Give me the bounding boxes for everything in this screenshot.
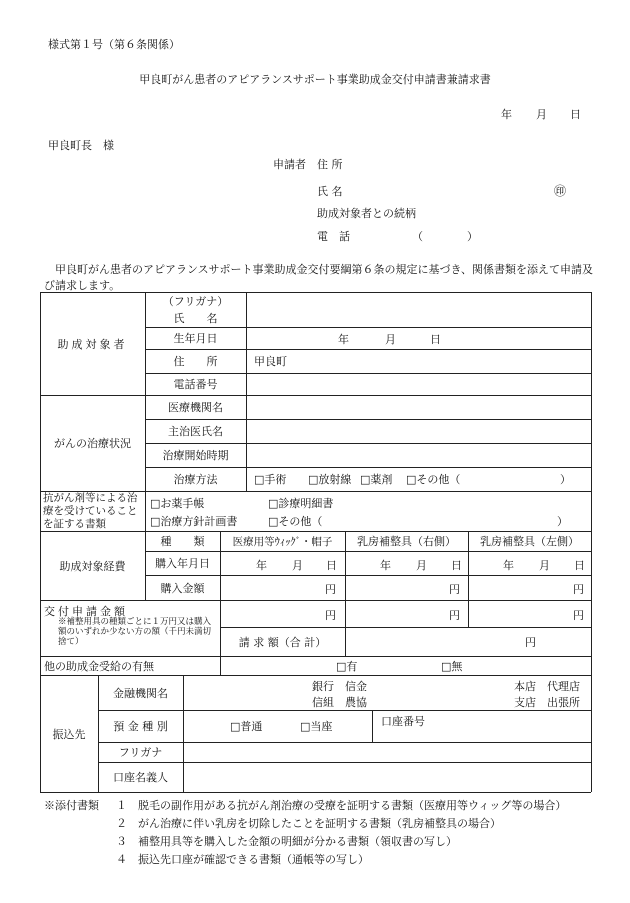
proof-statement-checkbox[interactable]: □診療明細書 [268,496,334,510]
applicant-address-label: 住 所 [317,158,343,171]
method-radiation-checkbox[interactable]: □放射線 [308,473,352,486]
right-date-month[interactable]: 月 [416,559,427,572]
account-number-label: 口座番号 [381,715,425,728]
intro-text: 甲良町がん患者のアピアランスサポート事業助成金交付要綱第６条の規定に基づき、関係書類を添えて申請及び請求します。 [44,263,594,292]
date-day[interactable]: 日 [570,108,581,121]
type-right-breast-header: 乳房補整具（右側） [357,535,456,548]
other-subsidy-no-checkbox[interactable]: □無 [441,659,463,673]
treatment-section-label: がんの治療状況 [54,437,131,450]
attachment-no-2: ２ [116,817,127,830]
birth-month[interactable]: 月 [385,333,396,346]
method-other-close: ） [560,473,571,486]
bank-name-label: 金融機関名 [113,686,168,700]
wig-date-month[interactable]: 月 [292,559,303,572]
branch-type-2[interactable]: 支店 出張所 [514,696,580,709]
treatment-start-label: 治療開始時期 [162,449,229,462]
deposit-current-checkbox[interactable]: □当座 [300,720,333,733]
wig-date-year[interactable]: 年 [256,559,267,572]
left-date-day[interactable]: 日 [574,559,585,572]
transfer-section-label: 振込先 [52,727,86,741]
wig-application-yen[interactable]: 円 [325,609,336,622]
date-year[interactable]: 年 [501,108,512,121]
purchase-amount-label: 購入金額 [160,581,205,595]
account-holder-field[interactable] [183,762,591,792]
proof-medicine-notebook-checkbox[interactable]: □お薬手帳 [150,496,205,510]
attachment-no-4: ４ [116,853,127,866]
treatment-method-label: 治療方法 [173,473,218,486]
seal-mark: ㊞ [554,184,567,198]
bank-type-2[interactable]: 信組 農協 [312,696,367,709]
left-date-year[interactable]: 年 [503,559,514,572]
applicant-phone-label: 電 話 [317,230,350,243]
left-amount-yen[interactable]: 円 [573,583,584,596]
wig-date-day[interactable]: 日 [326,559,337,572]
applicant-relation-label: 助成対象者との続柄 [317,207,416,220]
deposit-ordinary-checkbox[interactable]: □普通 [230,720,263,733]
attachment-text-3: 補整用具等を購入した金額の明細が分かる書類（領収書の写し） [138,835,457,848]
institution-field[interactable] [246,395,591,419]
method-surgery-checkbox[interactable]: □手術 [254,473,287,486]
branch-type-1[interactable]: 本店 代理店 [514,680,580,693]
date-month[interactable]: 月 [536,108,547,121]
applicant-name-label: 氏 名 [317,185,343,198]
doctor-field[interactable] [246,419,591,443]
doctor-label: 主治医氏名 [168,425,223,438]
subject-phone-field[interactable] [246,373,591,395]
attachments-heading: ※添付書類 [44,799,99,812]
expense-type-label: 種 類 [160,535,205,548]
right-date-year[interactable]: 年 [380,559,391,572]
attachment-text-1: 脱毛の副作用がある抗がん剤治療の受療を証明する書類（医療用等ウィッグ等の場合） [138,799,567,812]
form-number: 様式第１号（第６条関係） [48,38,180,51]
subject-name-field[interactable] [246,292,591,327]
right-amount-yen[interactable]: 円 [449,583,460,596]
holder-furigana-label: フリガナ [118,746,163,759]
application-section-label: 交付申請金額 [44,605,128,618]
birth-year[interactable]: 年 [338,333,349,346]
application-note: ※補整用具の種類ごとに１万円又は購入額のいずれか少ない方の額（千円未満切捨て） [58,617,212,647]
deposit-type-label: 預 金 種 別 [113,720,168,733]
applicant-heading: 申請者 [273,158,306,171]
institution-label: 医療機関名 [168,401,223,414]
subject-furigana-label: （フリガナ） [162,294,229,308]
subject-address-field[interactable]: 甲良町 [254,355,287,368]
method-other-checkbox[interactable]: □その他（ [406,473,461,486]
birth-day[interactable]: 日 [430,333,441,346]
attachment-no-1: １ [116,799,127,812]
subject-address-label: 住 所 [173,355,218,368]
wig-amount-yen[interactable]: 円 [325,583,336,596]
holder-furigana-field[interactable] [183,742,591,762]
expense-section-label: 助成対象経費 [59,559,126,573]
proof-plan-checkbox[interactable]: □治療方針計画書 [150,514,238,528]
right-application-yen[interactable]: 円 [449,609,460,622]
bank-type-1[interactable]: 銀行 信金 [312,680,367,693]
addressee: 甲良町長 様 [48,139,114,152]
subject-name-label: 氏 名 [173,312,218,325]
proof-section-label: 抗がん剤等による治療を受けていることを証する書類 [43,491,138,530]
right-date-day[interactable]: 日 [451,559,462,572]
left-date-month[interactable]: 月 [539,559,550,572]
type-left-breast-header: 乳房補整具（左側） [480,535,579,548]
proof-other-checkbox[interactable]: □その他（ [268,514,323,528]
subject-section-label: 助成対象者 [57,337,128,351]
total-yen[interactable]: 円 [525,636,536,649]
other-subsidy-yes-checkbox[interactable]: □有 [336,659,358,673]
purchase-date-label: 購入年月日 [155,557,210,570]
total-label: 請 求 額（合 計） [238,635,327,649]
subject-phone-label: 電話番号 [173,378,218,391]
subject-birth-label: 生年月日 [173,332,218,345]
attachment-no-3: ３ [116,835,127,848]
attachment-text-4: 振込先口座が確認できる書類（通帳等の写し） [138,853,369,866]
attachment-text-2: がん治療に伴い乳房を切除したことを証明する書類（乳房補整具の場合） [138,817,501,830]
left-application-yen[interactable]: 円 [573,609,584,622]
other-subsidy-label: 他の助成金受給の有無 [44,659,154,673]
treatment-start-field[interactable] [246,443,591,467]
method-drug-checkbox[interactable]: □薬剤 [360,473,393,486]
account-holder-label: 口座名義人 [113,771,168,784]
proof-other-close: ） [557,514,568,528]
type-wig-header: 医療用等ｳｨｯｸﾞ・帽子 [232,535,333,548]
form-title: 甲良町がん患者のアピアランスサポート事業助成金交付申請書兼請求書 [139,73,491,86]
applicant-phone-parens[interactable]: （ ） [412,230,478,243]
